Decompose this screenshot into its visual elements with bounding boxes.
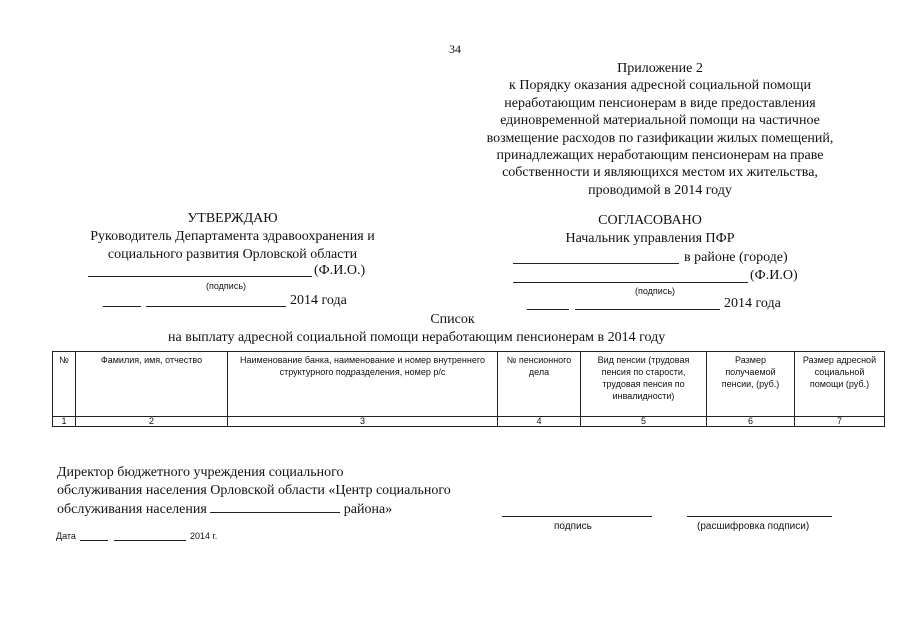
agree-heading: СОГЛАСОВАНО bbox=[598, 213, 702, 228]
col-header-pension-file: № пенсионного дела bbox=[498, 352, 581, 417]
signature-line bbox=[502, 516, 652, 517]
director-line-end: района» bbox=[343, 502, 393, 517]
decoding-line bbox=[687, 516, 832, 517]
date-year: 2014 г. bbox=[190, 531, 218, 541]
date-day-line bbox=[80, 540, 108, 541]
appendix-line: единовременной материальной помощи на частичное bbox=[500, 113, 820, 129]
approve-block bbox=[60, 210, 405, 264]
director-line: обслуживания населения Орловской области «Центр социального bbox=[57, 483, 451, 498]
col-number-cell: 7 bbox=[795, 417, 885, 427]
date-label: Дата bbox=[56, 531, 76, 541]
director-line: Директор бюджетного учреждения социального bbox=[57, 465, 344, 480]
approve-fio-line bbox=[88, 276, 312, 277]
approve-month-line bbox=[146, 306, 286, 307]
agree-block bbox=[500, 212, 800, 248]
appendix-title: Приложение 2 bbox=[617, 61, 703, 76]
decoding-label: (расшифровка подписи) bbox=[697, 521, 810, 532]
agree-month-line bbox=[575, 309, 720, 310]
appendix-line: принадлежащих неработающим пенсионерам на праве bbox=[496, 148, 824, 164]
col-header-aid-amount: Размер адресной социальной помощи (руб.) bbox=[795, 352, 885, 417]
agree-line: Начальник управления ПФР bbox=[565, 231, 735, 246]
col-number-cell: 2 bbox=[76, 417, 228, 427]
approve-line: социального развития Орловской области bbox=[107, 247, 358, 262]
col-number-cell: 3 bbox=[228, 417, 498, 427]
approve-year: 2014 года bbox=[290, 293, 347, 308]
page-number: 34 bbox=[449, 42, 461, 56]
approve-signature-hint: (подпись) bbox=[206, 281, 247, 291]
director-line-3 bbox=[57, 500, 517, 519]
agree-day-line bbox=[527, 309, 569, 310]
approve-day-line bbox=[103, 306, 141, 307]
appendix-line: к Порядку оказания адресной социальной помощи bbox=[509, 78, 811, 94]
agree-fio-label: (Ф.И.О) bbox=[750, 268, 798, 283]
col-number-cell: 1 bbox=[53, 417, 76, 427]
agree-year: 2014 года bbox=[724, 296, 781, 311]
appendix-line: проводимой в 2014 году bbox=[588, 182, 732, 198]
table-row bbox=[53, 417, 885, 427]
pensioners-table bbox=[52, 351, 885, 427]
col-header-fullname: Фамилия, имя, отчество bbox=[76, 352, 228, 417]
appendix-line: собственности и являющихся местом их жительства, bbox=[502, 165, 818, 181]
list-subtitle: на выплату адресной социальной помощи неработающим пенсионерам в 2014 году bbox=[168, 330, 666, 345]
district-blank-line bbox=[210, 500, 340, 513]
col-number-cell: 6 bbox=[707, 417, 795, 427]
director-block bbox=[57, 464, 517, 519]
date-month-line bbox=[114, 540, 186, 541]
approve-fio-label: (Ф.И.О.) bbox=[314, 263, 366, 278]
approve-line: Руководитель Департамента здравоохранения и bbox=[90, 229, 375, 244]
agree-fio-line bbox=[513, 282, 748, 283]
appendix-header bbox=[455, 60, 865, 199]
appendix-line: неработающим пенсионерам в виде предоставления bbox=[504, 95, 816, 111]
col-header-pension-amount: Размер получаемой пенсии, (руб.) bbox=[707, 352, 795, 417]
director-line-start: обслуживания населения bbox=[57, 502, 207, 517]
col-number-cell: 4 bbox=[498, 417, 581, 427]
approve-heading: УТВЕРЖДАЮ bbox=[187, 211, 278, 226]
col-header-bank: Наименование банка, наименование и номер внутреннего структурного подразделения, номер р/с bbox=[228, 352, 498, 417]
col-number-cell: 5 bbox=[581, 417, 707, 427]
agree-signature-hint: (подпись) bbox=[635, 286, 676, 296]
agree-district-line bbox=[513, 263, 679, 264]
col-header-pension-type: Вид пенсии (трудовая пенсия по старости, трудовая пенсия по инвалидности) bbox=[581, 352, 707, 417]
table-header-row bbox=[53, 352, 885, 417]
signature-label: подпись bbox=[554, 521, 592, 532]
appendix-line: возмещение расходов по газификации жилых помещений, bbox=[486, 130, 834, 146]
agree-district-label: в районе (городе) bbox=[684, 250, 788, 265]
col-header-number: № bbox=[53, 352, 76, 417]
list-title: Список bbox=[430, 312, 475, 327]
